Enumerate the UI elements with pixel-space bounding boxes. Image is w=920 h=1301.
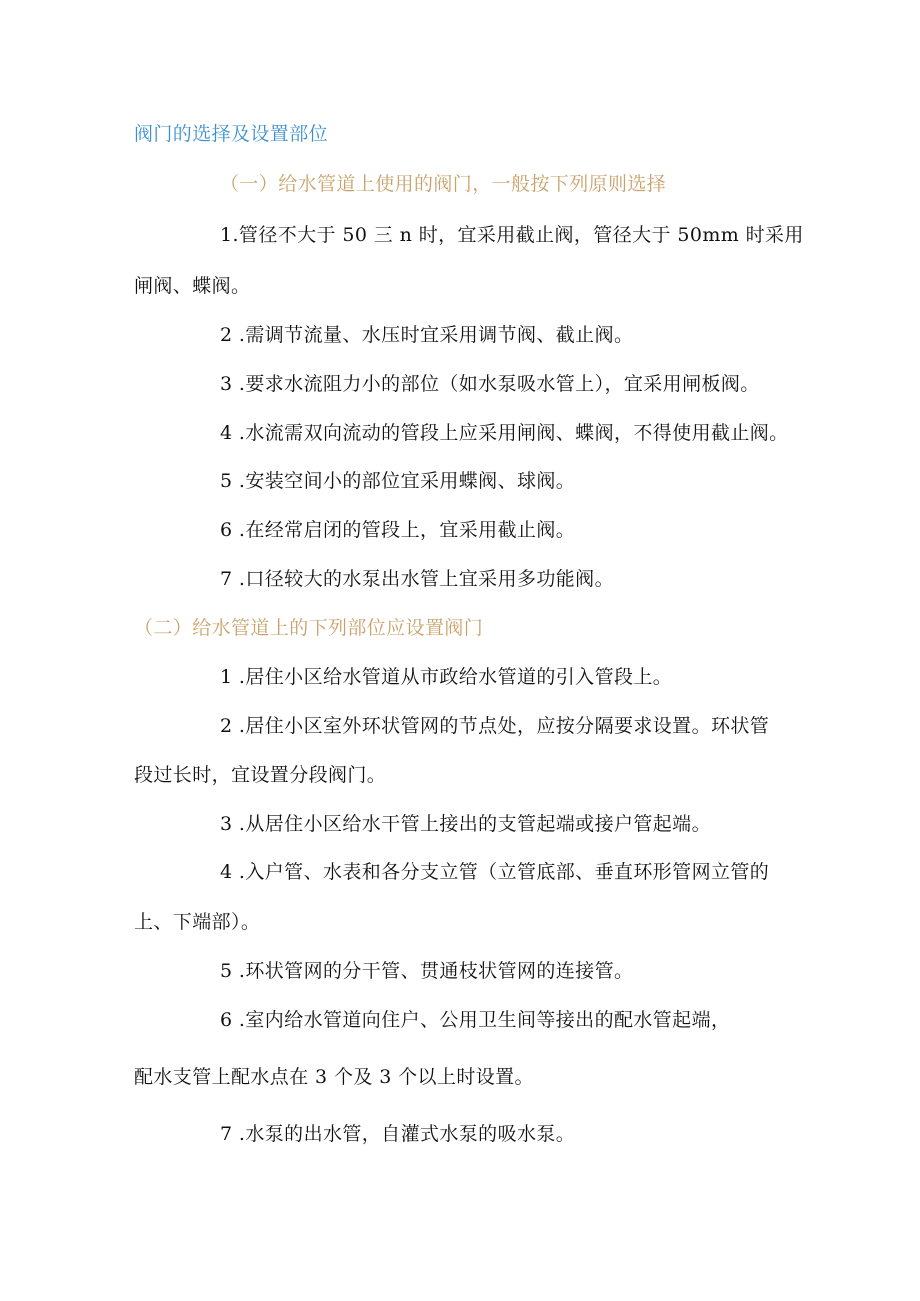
section-2-item-5: 5 .环状管网的分干管、贯通枝状管网的连接管。 xyxy=(220,960,634,982)
section-2-heading: （二）给水管道上的下列部位应设置阀门 xyxy=(134,617,484,639)
section-2-item-2-line-1: 2 .居住小区室外环状管网的节点处，应按分隔要求设置。环状管 xyxy=(220,715,770,737)
section-1-item-6: 6 .在经常启闭的管段上，宜采用截止阀。 xyxy=(220,519,576,541)
section-2-item-6-line-1: 6 .室内给水管道向住户、公用卫生间等接出的配水管起端， xyxy=(220,1009,731,1031)
section-1-item-4: 4 .水流需双向流动的管段上应采用闸阀、蝶阀，不得使用截止阀。 xyxy=(220,422,789,444)
section-2-item-1: 1 .居住小区给水管道从市政给水管道的引入管段上。 xyxy=(220,666,673,688)
section-2-item-4-line-1: 4 .入户管、水表和各分支立管（立管底部、垂直环形管网立管的 xyxy=(220,861,770,883)
section-2-item-7: 7 .水泵的出水管，自灌式水泵的吸水泵。 xyxy=(220,1123,576,1145)
section-2-item-6-line-2: 配水支管上配水点在 3 个及 3 个以上时设置。 xyxy=(134,1066,534,1088)
section-1-item-1-line-2: 闸阀、蝶阀。 xyxy=(134,275,251,297)
section-2-item-2-line-2: 段过长时，宜设置分段阀门。 xyxy=(134,764,387,786)
section-1-item-5: 5 .安装空间小的部位宜采用蝶阀、球阀。 xyxy=(220,470,576,492)
section-2-item-4-line-2: 上、下端部）。 xyxy=(134,911,261,933)
section-1-item-7: 7 .口径较大的水泵出水管上宜采用多功能阀。 xyxy=(220,568,614,590)
section-2-item-3: 3 .从居住小区给水干管上接出的支管起端或接户管起端。 xyxy=(220,813,711,835)
section-1-item-3: 3 .要求水流阻力小的部位（如水泵吸水管上），宜采用闸板阀。 xyxy=(220,373,760,395)
document-title: 阀门的选择及设置部位 xyxy=(134,123,329,145)
section-1-item-1-line-1: 1.管径不大于 50 三 n 时，宜采用截止阀，管径大于 50mm 时采用 xyxy=(220,224,804,246)
section-1-heading: （一）给水管道上使用的阀门，一般按下列原则选择 xyxy=(220,173,667,195)
section-1-item-2: 2 .需调节流量、水压时宜采用调节阀、截止阀。 xyxy=(220,324,634,346)
